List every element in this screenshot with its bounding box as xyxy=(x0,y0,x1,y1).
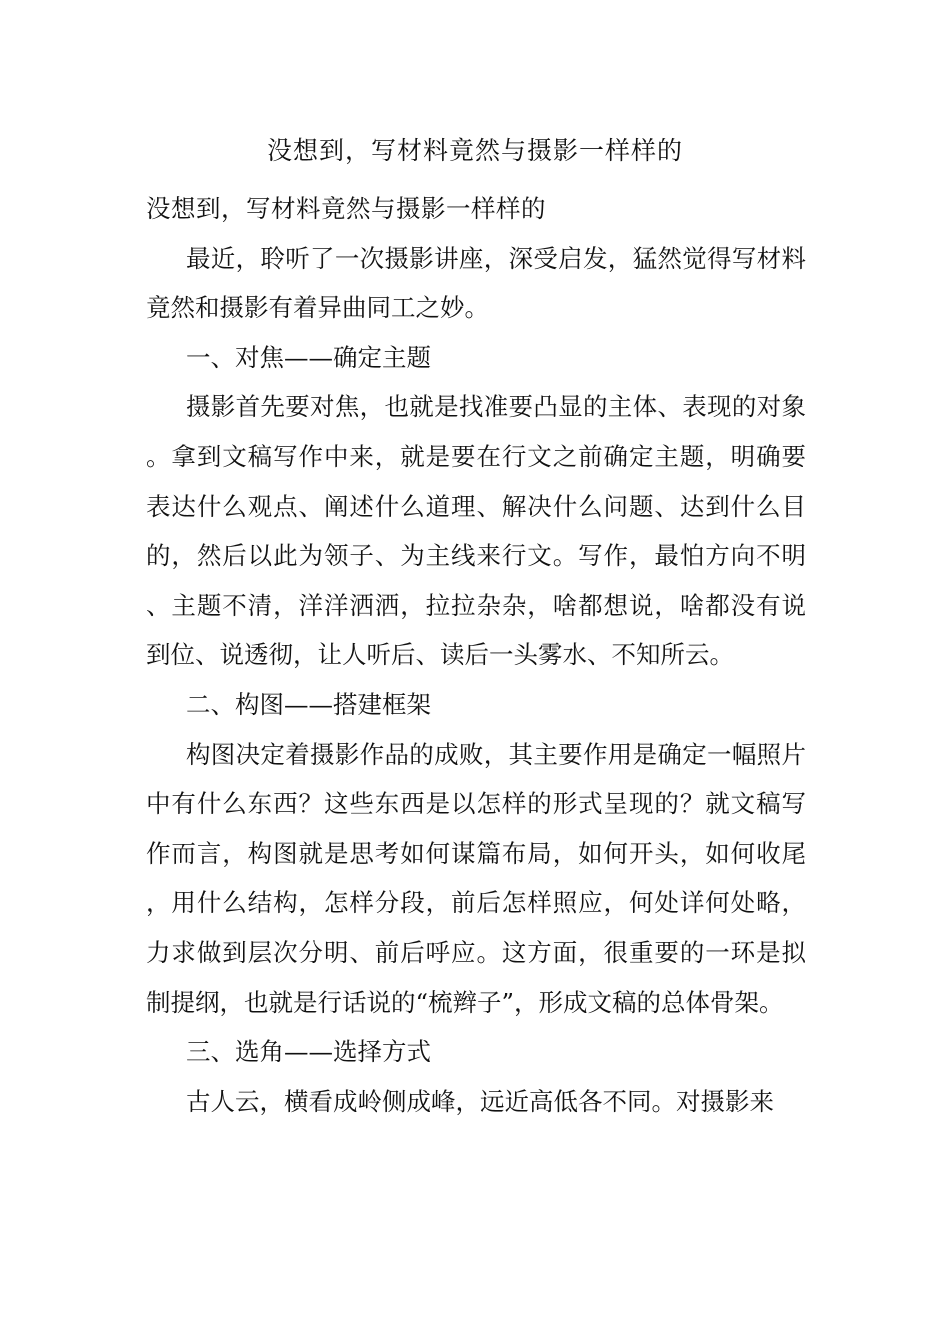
section-heading-angle: 三、选角——选择方式 xyxy=(186,1037,431,1067)
document-body xyxy=(146,184,806,1126)
document-subtitle: 没想到，写材料竟然与摄影一样样的 xyxy=(146,194,546,223)
intro-paragraph: 最近，聆听了一次摄影讲座，深受启发，猛然觉得写材料竟然和摄影有着异曲同工之妙。 xyxy=(146,243,806,323)
section-heading-composition: 二、构图——搭建框架 xyxy=(186,689,431,719)
focus-paragraph: 摄影首先要对焦，也就是找准要凸显的主体、表现的对象。拿到文稿写作中来，就是要在行文之前确定主题，明确要表达什么观点、阐述什么道理、解决什么问题、达到什么目的，然后以此为领子、为主线来行文。写作，最怕方向不明、主题不清，洋洋洒洒，拉拉杂杂，啥都想说，啥都没有说到位、说透彻，让人听后、读后一头雾水、不知所云。 xyxy=(146,392,806,670)
composition-paragraph: 构图决定着摄影作品的成败，其主要作用是确定一幅照片中有什么东西？这些东西是以怎样的形式呈现的？就文稿写作而言，构图就是思考如何谋篇布局，如何开头，如何收尾，用什么结构，怎样分段，前后怎样照应，何处详何处略，力求做到层次分明、前后呼应。这方面，很重要的一环是拟制提纲，也就是行话说的“梳辫子”，形成文稿的总体骨架。 xyxy=(146,739,806,1017)
section-heading-focus: 一、对焦——确定主题 xyxy=(186,342,431,372)
document-title: 没想到，写材料竟然与摄影一样样的 xyxy=(266,136,683,165)
angle-paragraph: 古人云，横看成岭侧成峰，远近高低各不同。对摄影来 xyxy=(186,1086,774,1116)
